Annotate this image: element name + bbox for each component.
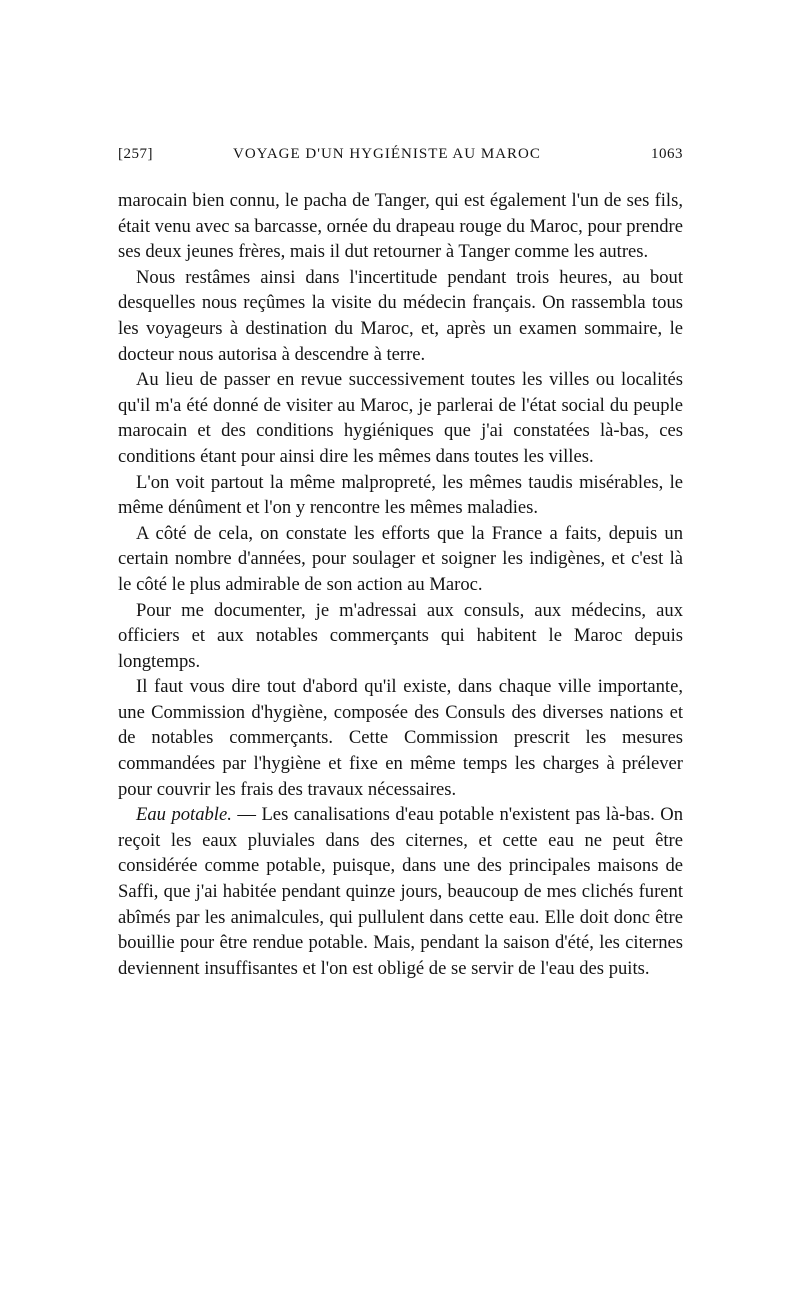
running-title: VOYAGE D'UN HYGIÉNISTE AU MAROC [233,146,541,162]
page [118,146,683,981]
paragraph-eau-potable [118,802,683,981]
paragraph: Pour me documenter, je m'adressai aux consuls, aux médecins, aux officiers et aux notables commerçants qui habitent le Maroc depuis longtemps. [118,599,683,672]
paragraph: Il faut vous dire tout d'abord qu'il existe, dans chaque ville importante, une Commission d'hygiène, composée des Consuls des diverses nations et de notables commerçants. Cette Commission prescrit les mesures commandées par l'hygiène et fixe en même temps les charges à prélever pour couvrir les frais des travaux nécessaires. [118,676,683,800]
paragraph-text: — Les canalisations d'eau potable n'existent pas là-bas. On reçoit les eaux pluviales dans des citernes, et cette eau ne peut être considérée comme potable, puisque, dans une des principales maisons de Saffi, que j'ai habitée pendant quinze jours, beaucoup de mes clichés furent abîmés par les animalcules, qui pullulent dans cette eau. Elle doit donc être bouillie pour être rendue potable. Mais, pendant la saison d'été, les citernes deviennent insuffisantes et l'on est obligé de se servir de l'eau des puits. [118,804,683,979]
page-reference: [257] [118,146,153,162]
running-head [118,146,683,174]
page-number: 1063 [651,146,683,162]
paragraph: Nous restâmes ainsi dans l'incertitude pendant trois heures, au bout desquelles nous reçûmes la visite du médecin français. On rassembla tous les voyageurs à destination du Maroc, et, après un examen sommaire, le docteur nous autorisa à descendre à terre. [118,266,683,365]
paragraph: Au lieu de passer en revue successivement toutes les villes ou localités qu'il m'a été donné de visiter au Maroc, je parlerai de l'état social du peuple marocain et des conditions hygiéniques que j'ai constatées là-bas, ces conditions étant pour ainsi dire les mêmes dans toutes les villes. [118,369,683,467]
paragraph-continuation: marocain bien connu, le pacha de Tanger, qui est également l'un de ses fils, était venu avec sa barcasse, ornée du drapeau rouge du Maroc, pour prendre ses deux jeunes frères, mais il dut retourner à Tanger comme les autres. [118,190,683,263]
paragraph: L'on voit partout la même malpropreté, les mêmes taudis misérables, le même dénûment et l'on y rencontre les mêmes maladies. [118,471,683,519]
body-text [118,188,683,981]
section-heading: Eau potable. [136,804,232,826]
paragraph: A côté de cela, on constate les efforts que la France a faits, depuis un certain nombre d'années, pour soulager et soigner les indigènes, et c'est là le côté le plus admirable de son action au Maroc. [118,522,683,595]
